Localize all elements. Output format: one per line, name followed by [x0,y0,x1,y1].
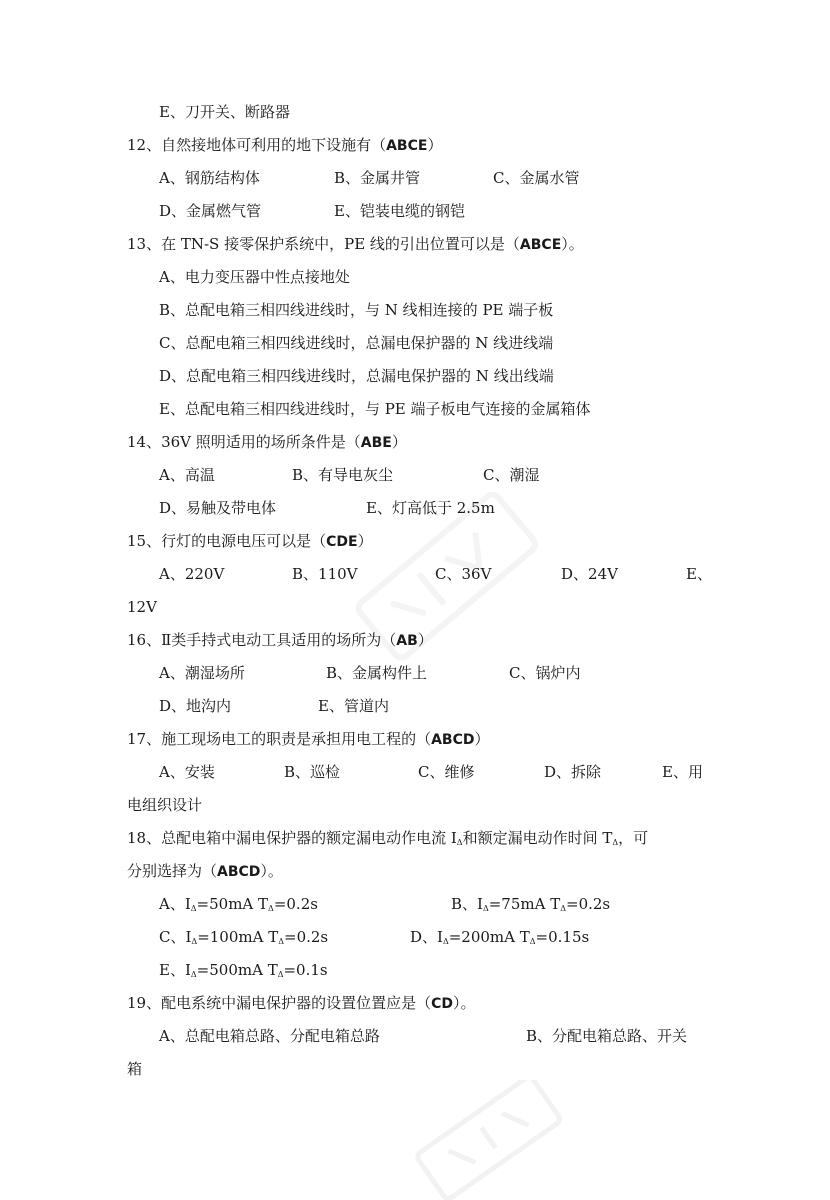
q17-option-a: A、安装 [159,763,215,781]
q17-option-e: E、用 [662,763,703,781]
q16-option-a: A、潮湿场所 [159,664,245,682]
q15-option-b: B、110V [292,565,358,583]
q16-answer: AB [396,633,418,649]
q12-option-a: A、钢筋结构体 [159,169,260,187]
q14-option-c: C、潮湿 [483,466,540,484]
watermark-corner-icon [380,1080,600,1200]
q16-option-b: B、金属构件上 [326,664,428,682]
q19-option-b-cont: 箱 [127,1060,143,1078]
question-17: 17、施工现场电工的职责是承担用电工程的（ABCD） [127,730,490,748]
question-18-line1: 18、总配电箱中漏电保护器的额定漏电动作电流 $I_\Delta$和额定漏电动作时间 $T_\Delta$，可 [127,829,649,847]
q13-option-a: A、电力变压器中性点接地处 [159,268,350,286]
question-13: 13、在 TN-S 接零保护系统中，PE 线的引出位置可以是（ABCE）。 [127,235,584,253]
q13-option-c: C、总配电箱三相四线进线时，总漏电保护器的 N 线进线端 [159,334,554,352]
q19-option-a: A、总配电箱总路、分配电箱总路 [159,1027,380,1045]
question-18-line2: 分别选择为（ABCD）。 [127,862,283,880]
question-14: 14、36V 照明适用的场所条件是（ABE） [127,433,407,451]
q17-option-c: C、维修 [418,763,475,781]
q16-option-c: C、锅炉内 [509,664,581,682]
q18-option-a: A、$I_\Delta=50mA$ $T_\Delta=0.2s$ [159,895,318,913]
q12-option-b: B、金属井管 [334,169,421,187]
question-19: 19、配电系统中漏电保护器的设置位置应是（CD）。 [127,994,476,1012]
q17-option-d: D、拆除 [544,763,602,781]
q13-option-e: E、总配电箱三相四线进线时，与 PE 端子板电气连接的金属箱体 [159,400,591,418]
q14-option-b: B、有导电灰尘 [292,466,394,484]
q12-option-e: E、铠装电缆的钢铠 [334,202,465,220]
q17-option-e-cont: 电组织设计 [127,796,203,814]
q19-option-b: B、分配电箱总路、开关 [526,1027,688,1045]
q18-answer: ABCD [217,864,261,880]
q12-option-c: C、金属水管 [493,169,580,187]
q18-option-d: D、$I_\Delta=200mA$ $T_\Delta=0.15s$ [410,928,590,946]
q14-answer: ABE [360,435,392,451]
q12-answer: ABCE [386,138,428,154]
question-12: 12、自然接地体可利用的地下设施有（ABCE） [127,136,443,154]
q15-option-c: C、36V [435,565,492,583]
q13-option-b: B、总配电箱三相四线进线时，与 N 线相连接的 PE 端子板 [159,301,554,319]
q16-option-d: D、地沟内 [159,697,232,715]
q18-option-b: B、$I_\Delta=75mA$ $T_\Delta=0.2s$ [451,895,611,913]
question-16: 16、Ⅱ类手持式电动工具适用的场所为（AB） [127,631,433,649]
q17-option-b: B、巡检 [284,763,341,781]
question-15: 15、行灯的电源电压可以是（CDE） [127,532,373,550]
q18-option-c: C、$I_\Delta=100mA$ $T_\Delta=0.2s$ [159,928,329,946]
q14-option-e: E、灯高低于 2.5m [366,499,495,517]
q16-option-e: E、管道内 [318,697,389,715]
q15-option-a: A、220V [159,565,225,583]
q13-answer: ABCE [519,237,562,253]
q19-answer: CD [431,996,453,1012]
q15-option-d: D、24V [561,565,618,583]
q15-answer: CDE [326,534,358,550]
q14-option-d: D、易触及带电体 [159,499,277,517]
q18-option-e: E、$I_\Delta=500mA$ $T_\Delta=0.1s$ [159,961,328,979]
q15-option-e-cont: 12V [127,598,157,616]
q14-option-a: A、高温 [159,466,215,484]
q11-option-e: E、刀开关、断路器 [159,103,290,121]
q17-answer: ABCD [431,732,475,748]
q12-option-d: D、金属燃气管 [159,202,262,220]
q15-option-e: E、 [686,565,712,583]
q13-option-d: D、总配电箱三相四线进线时，总漏电保护器的 N 线出线端 [159,367,554,385]
